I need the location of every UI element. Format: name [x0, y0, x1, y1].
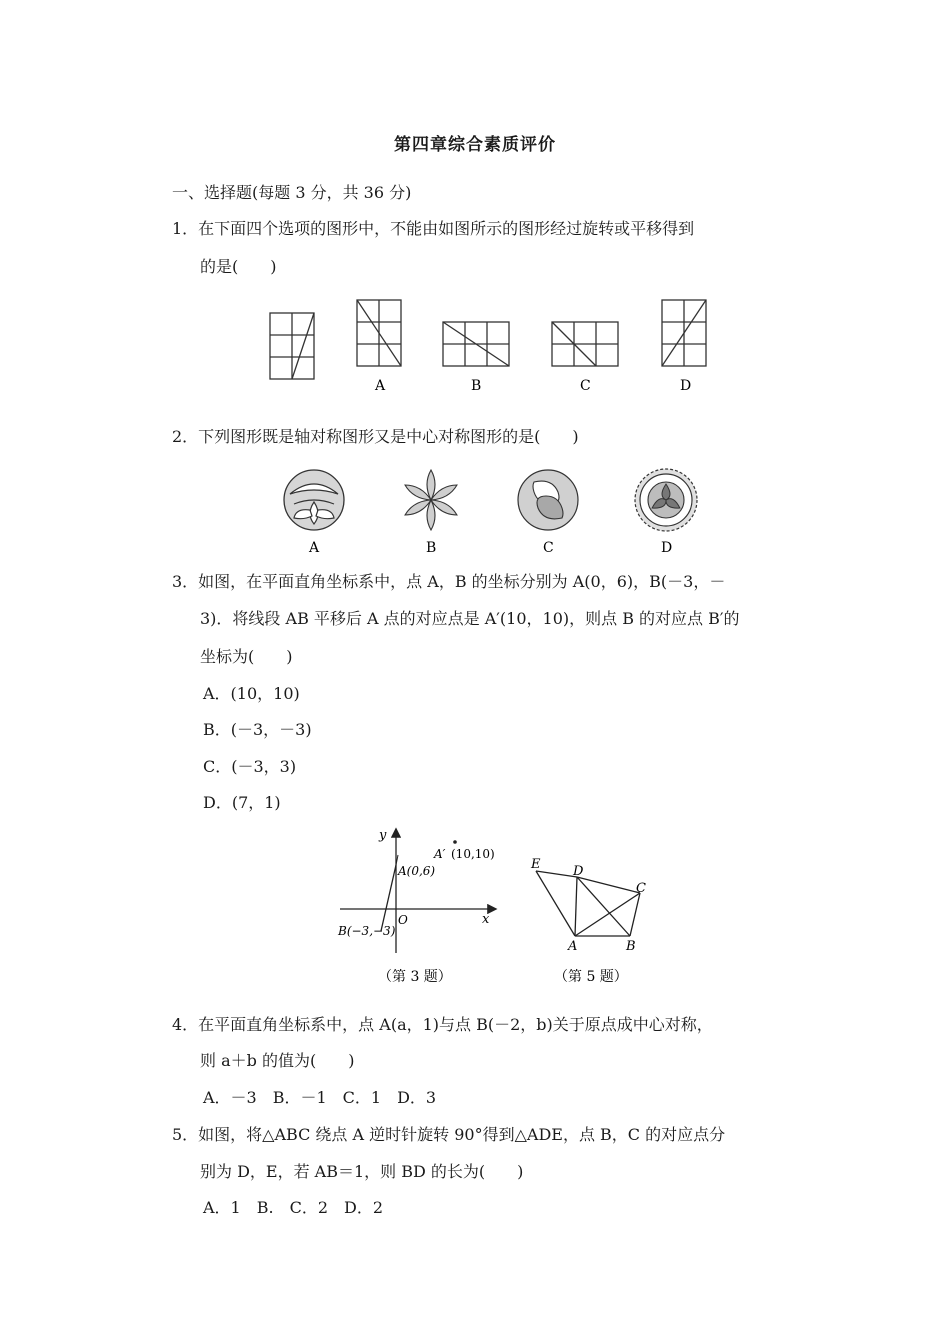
page-title: 第四章综合素质评价 [394, 135, 556, 155]
vertex-a-label: A [568, 939, 578, 954]
question-3-line-3: 坐标为( ) [200, 647, 293, 666]
figure-5-caption: （第 5 题） [554, 969, 628, 985]
q1-label-b: B [471, 378, 482, 394]
question-4-line-1: 4．在平面直角坐标系中，点 A(a，1)与点 B(－2，b)关于原点成中心对称， [172, 1015, 713, 1034]
question-2-line-1: 2．下列图形既是轴对称图形又是中心对称图形的是( ) [172, 427, 579, 446]
point-a-label: A(0,6) [398, 864, 436, 878]
q1-option-d-figure [662, 300, 706, 394]
q2-label-d: D [661, 540, 673, 556]
question-5-line-1: 5．如图，将△ABC 绕点 A 逆时针旋转 90°得到△ADE，点 B，C 的对应点分 [172, 1125, 726, 1144]
vertex-d-label: D [573, 864, 584, 879]
question-2-figures [270, 462, 720, 557]
q2-label-a: A [309, 540, 320, 556]
question-3-line-1: 3．如图，在平面直角坐标系中，点 A，B 的坐标分别为 A(0，6)，B(－3，－ [172, 572, 726, 591]
question-3-line-2: 3)．将线段 AB 平移后 A 点的对应点是 A′(10，10)，则点 B 的对应点 B′的 [200, 609, 740, 628]
q1-option-a-figure [357, 300, 401, 394]
question-3-option-c: C．(－3，3) [203, 757, 297, 776]
q2-label-c: C [543, 540, 554, 556]
question-4-line-2: 则 a＋b 的值为( ) [200, 1051, 355, 1070]
q2-option-a-figure [284, 470, 344, 556]
question-1-line-2: 的是( ) [200, 257, 277, 276]
question-4-options: A．－3 B．－1 C．1 D．3 [203, 1088, 437, 1107]
question-1-line-1: 1．在下面四个选项的图形中，不能由如图所示的图形经过旋转或平移得到 [172, 219, 695, 238]
question-5-triangle-figure [522, 848, 672, 995]
q1-option-b-figure [443, 322, 509, 394]
q2-option-c-figure [518, 470, 578, 556]
q1-option-c-figure [552, 322, 618, 394]
point-b-label: B(−3,−3) [338, 924, 396, 938]
vertex-c-label: C [636, 881, 646, 896]
vertex-e-label: E [531, 857, 541, 872]
section-heading: 一、选择题(每题 3 分，共 36 分) [172, 183, 412, 202]
q2-option-d-figure [635, 469, 697, 556]
point-a-prime-label: A′ [434, 847, 446, 861]
question-3-coordinate-figure [330, 825, 510, 995]
vertex-b-label: B [626, 939, 636, 954]
y-axis-label: y [379, 828, 387, 843]
x-axis-label: x [482, 912, 490, 927]
question-3-option-d: D．(7，1) [203, 793, 281, 812]
q1-label-d: D [680, 378, 692, 394]
origin-label: O [398, 913, 408, 927]
question-5-options: A．1 B. C．2 D．2 [203, 1198, 384, 1217]
question-5-line-2: 别为 D，E，若 AB＝1，则 BD 的长为( ) [200, 1162, 524, 1181]
question-1-figures [260, 295, 720, 400]
question-3-option-a: A．(10，10) [203, 684, 300, 703]
q1-label-c: C [580, 378, 591, 394]
q1-base-figure [270, 313, 314, 379]
question-3-option-b: B．(－3，－3) [203, 720, 312, 739]
point-a-prime-coords: (10,10) [451, 847, 495, 861]
figure-3-caption: （第 3 题） [378, 969, 452, 985]
q2-label-b: B [426, 540, 437, 556]
q2-option-b-figure [403, 470, 459, 556]
q1-label-a: A [375, 378, 386, 394]
